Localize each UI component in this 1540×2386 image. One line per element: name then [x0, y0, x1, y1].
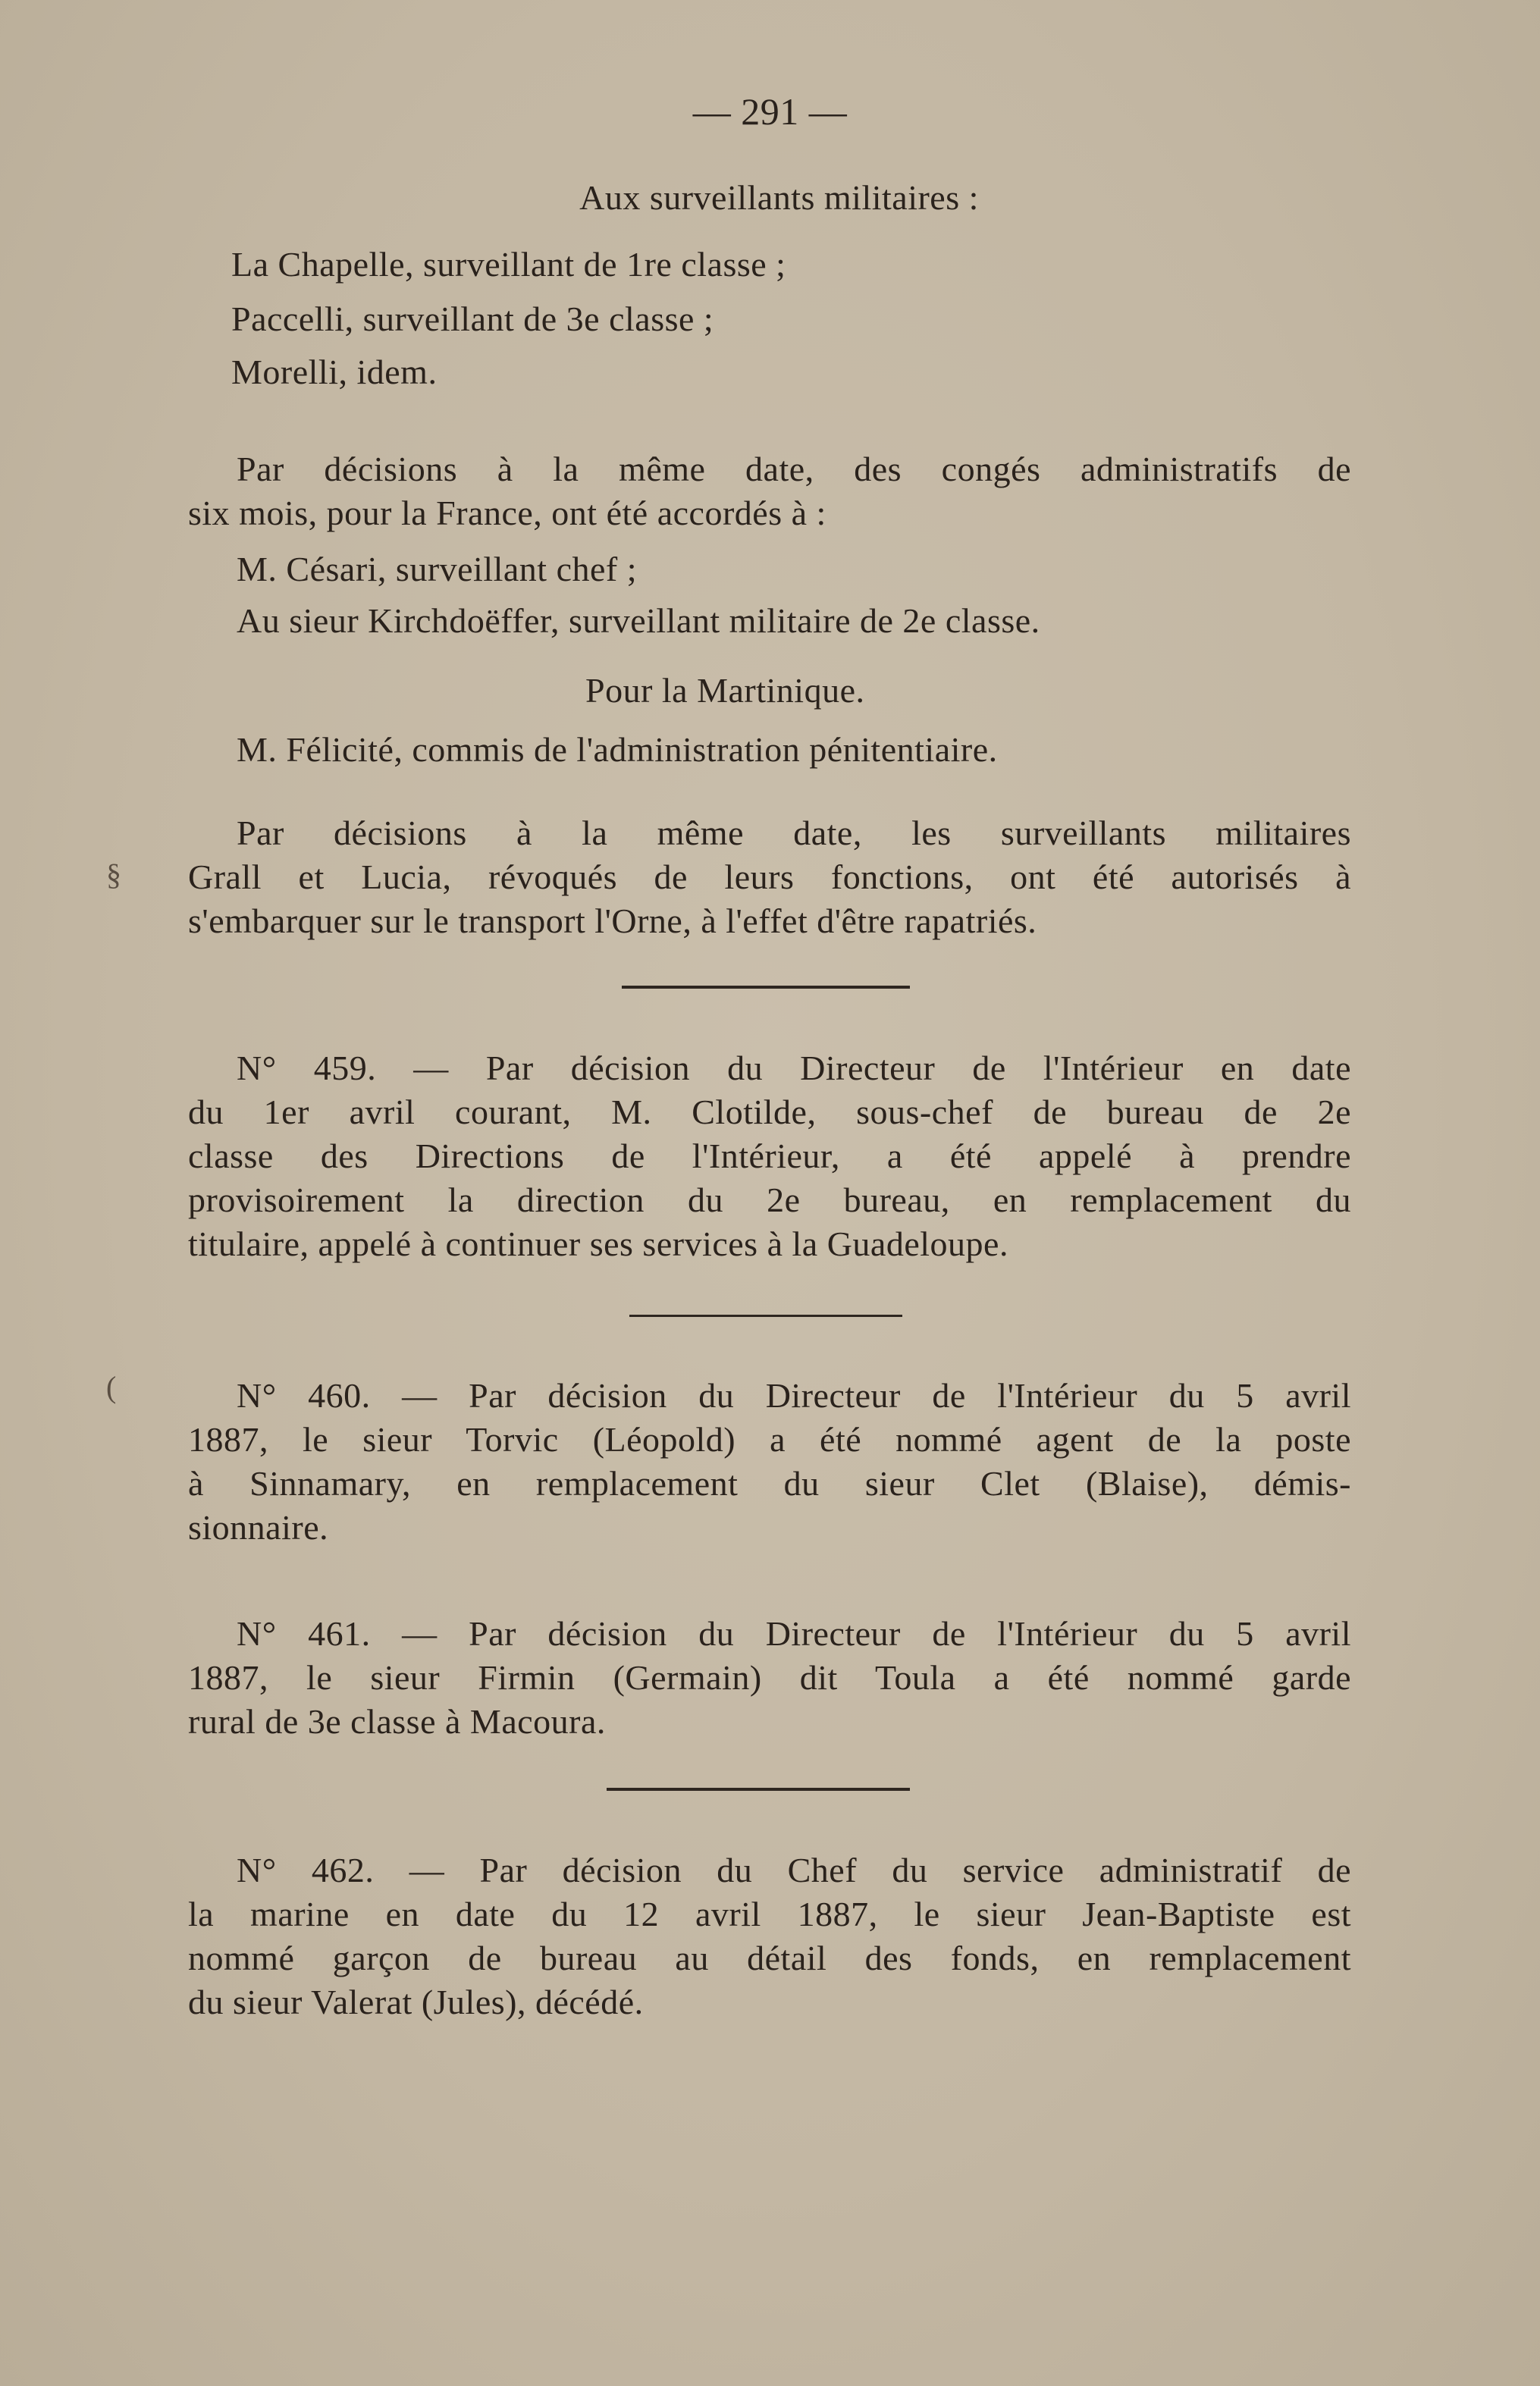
item-460-line-3: à Sinnamary, en remplacement du sieur Clet (Blaise), démis- [188, 1464, 1351, 1503]
revoques-line-2: Grall et Lucia, révoqués de leurs fonctions, ont été autorisés à [188, 858, 1351, 896]
margin-mark-bracket: ( [106, 1370, 117, 1404]
revoques-line-1: Par décisions à la même date, les surveillants militaires [237, 814, 1351, 852]
separator-rule [629, 1315, 902, 1317]
conges-line-2: six mois, pour la France, ont été accordés à : [188, 494, 826, 532]
item-462-line-3: nommé garçon de bureau au détail des fonds, en remplacement [188, 1939, 1351, 1977]
separator-rule [607, 1788, 910, 1791]
item-460-line-1: N° 460. — Par décision du Directeur de l'Intérieur du 5 avril [237, 1376, 1351, 1415]
surveillant-line-1: La Chapelle, surveillant de 1re classe ; [231, 245, 786, 284]
item-461-line-1: N° 461. — Par décision du Directeur de l'Intérieur du 5 avril [237, 1614, 1351, 1653]
item-459-line-3: classe des Directions de l'Intérieur, a été appelé à prendre [188, 1137, 1351, 1175]
item-459-line-2: du 1er avril courant, M. Clotilde, sous-chef de bureau de 2e [188, 1093, 1351, 1131]
martinique-line: M. Félicité, commis de l'administration pénitentiaire. [237, 730, 998, 769]
surveillant-line-3: Morelli, idem. [231, 353, 438, 391]
separator-rule [622, 986, 910, 989]
martinique-heading: Pour la Martinique. [585, 671, 865, 710]
item-462-line-2: la marine en date du 12 avril 1887, le sieur Jean-Baptiste est [188, 1895, 1351, 1933]
item-460-line-2: 1887, le sieur Torvic (Léopold) a été nommé agent de la poste [188, 1420, 1351, 1459]
item-459-line-5: titulaire, appelé à continuer ses services à la Guadeloupe. [188, 1224, 1008, 1263]
item-459-line-4: provisoirement la direction du 2e bureau, en remplacement du [188, 1180, 1351, 1219]
item-461-line-3: rural de 3e classe à Macoura. [188, 1702, 606, 1741]
surveillant-line-2: Paccelli, surveillant de 3e classe ; [231, 299, 714, 338]
conges-line-4: Au sieur Kirchdoëffer, surveillant militaire de 2e classe. [237, 601, 1040, 640]
conges-line-3: M. Césari, surveillant chef ; [237, 550, 638, 588]
conges-line-1: Par décisions à la même date, des congés administratifs de [237, 450, 1351, 488]
item-462-line-1: N° 462. — Par décision du Chef du service administratif de [237, 1851, 1351, 1889]
item-460-line-4: sionnaire. [188, 1508, 329, 1547]
item-462-line-4: du sieur Valerat (Jules), décédé. [188, 1983, 644, 2021]
section-heading: Aux surveillants militaires : [579, 178, 979, 217]
margin-mark: § [106, 858, 121, 892]
item-461-line-2: 1887, le sieur Firmin (Germain) dit Toula a été nommé garde [188, 1658, 1351, 1697]
page-number: — 291 — [692, 90, 848, 133]
revoques-line-3: s'embarquer sur le transport l'Orne, à l'effet d'être rapatriés. [188, 901, 1037, 940]
item-459-line-1: N° 459. — Par décision du Directeur de l'Intérieur en date [237, 1049, 1351, 1087]
